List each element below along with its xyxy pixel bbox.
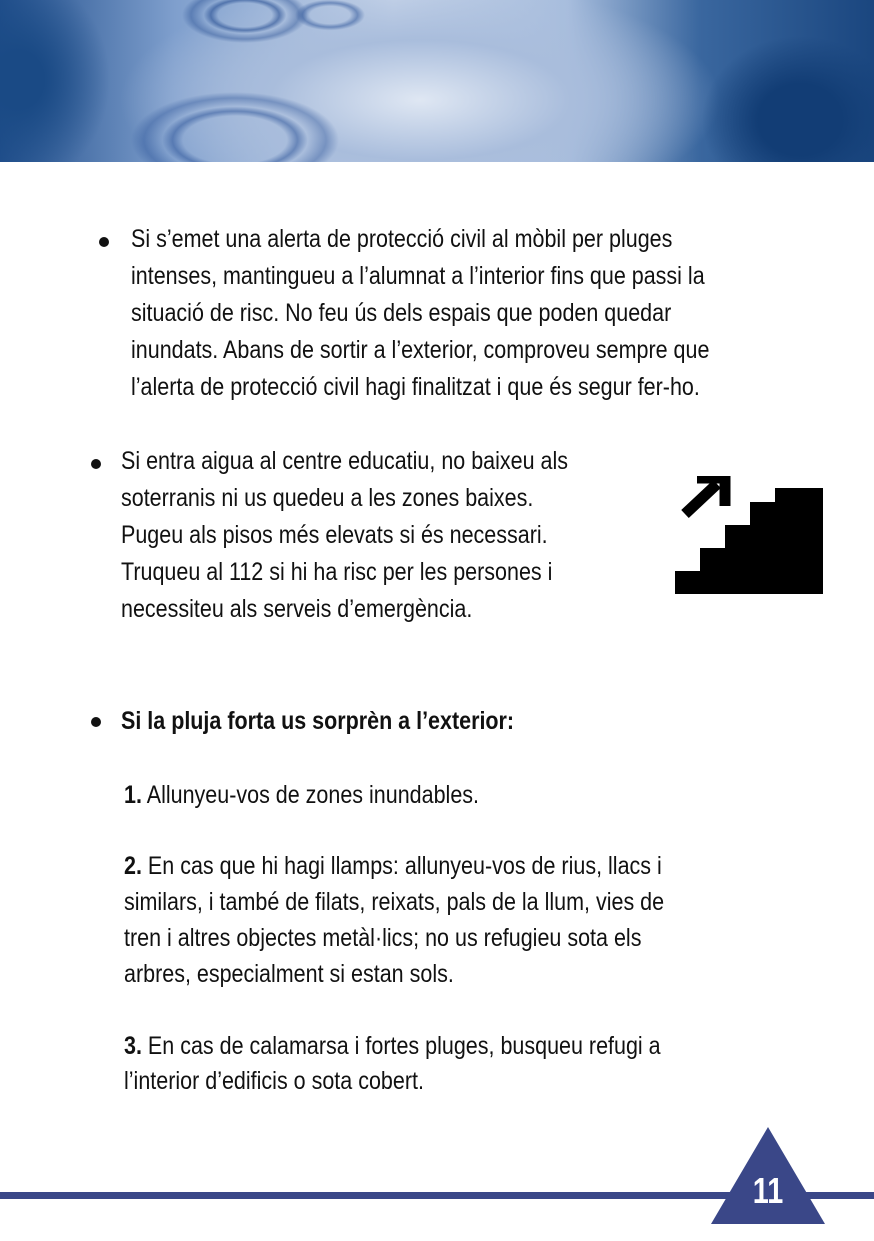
text-line: tren i altres objectes metàl·lics; no us refugieu sota els [124,924,642,952]
step-2 [124,848,752,992]
text-line: Truqueu al 112 si hi ha risc per les persones i [121,558,553,586]
outdoor-heading [121,703,578,740]
text-line: l’interior d’edificis o sota cobert. [124,1067,424,1095]
text-line: Si entra aigua al centre educatiu, no baixeu als [121,447,569,475]
page-number: 11 [752,1170,784,1211]
text-line: situació de risc. No feu ús dels espais que poden quedar [131,299,672,327]
text-line: Allunyeu-vos de zones inundables. [146,781,480,809]
stairs-up-icon [675,476,825,594]
text-line: inundats. Abans de sortir a l’exterior, comproveu sempre que [131,336,710,364]
bullet-dot [91,717,101,727]
step-3 [124,1028,748,1098]
bullet-dot [99,237,109,247]
step-1 [124,777,537,814]
text-line: Si s’emet una alerta de protecció civil al mòbil per pluges [131,225,673,253]
text-line: intenses, mantingueu a l’alumnat a l’interior fins que passi la [131,262,705,290]
text-line: l’alerta de protecció civil hagi finalitzat i que és segur fer-ho. [131,373,700,401]
bullet-1-text [131,221,804,406]
step-number: 3. [124,1032,142,1060]
step-number: 1. [124,781,142,809]
rain-ripples-header-image [0,0,874,162]
text-line: arbres, especialment si estan sols. [124,960,454,988]
section-heading: Si la pluja forta us sorprèn a l’exterior: [121,707,515,735]
text-line: Pugeu als pisos més elevats si és necessari. [121,521,548,549]
step-number: 2. [124,852,142,880]
text-line: En cas que hi hagi llamps: allunyeu-vos de rius, llacs i [147,852,662,880]
text-line: necessiteu als serveis d’emergència. [121,595,473,623]
text-line: soterranis ni us quedeu a les zones baixes. [121,484,534,512]
bullet-2-text [121,443,641,628]
text-line: similars, i també de filats, reixats, pals de la llum, vies de [124,888,665,916]
text-line: En cas de calamarsa i fortes pluges, busqueu refugi a [147,1032,661,1060]
bullet-dot [91,459,101,469]
